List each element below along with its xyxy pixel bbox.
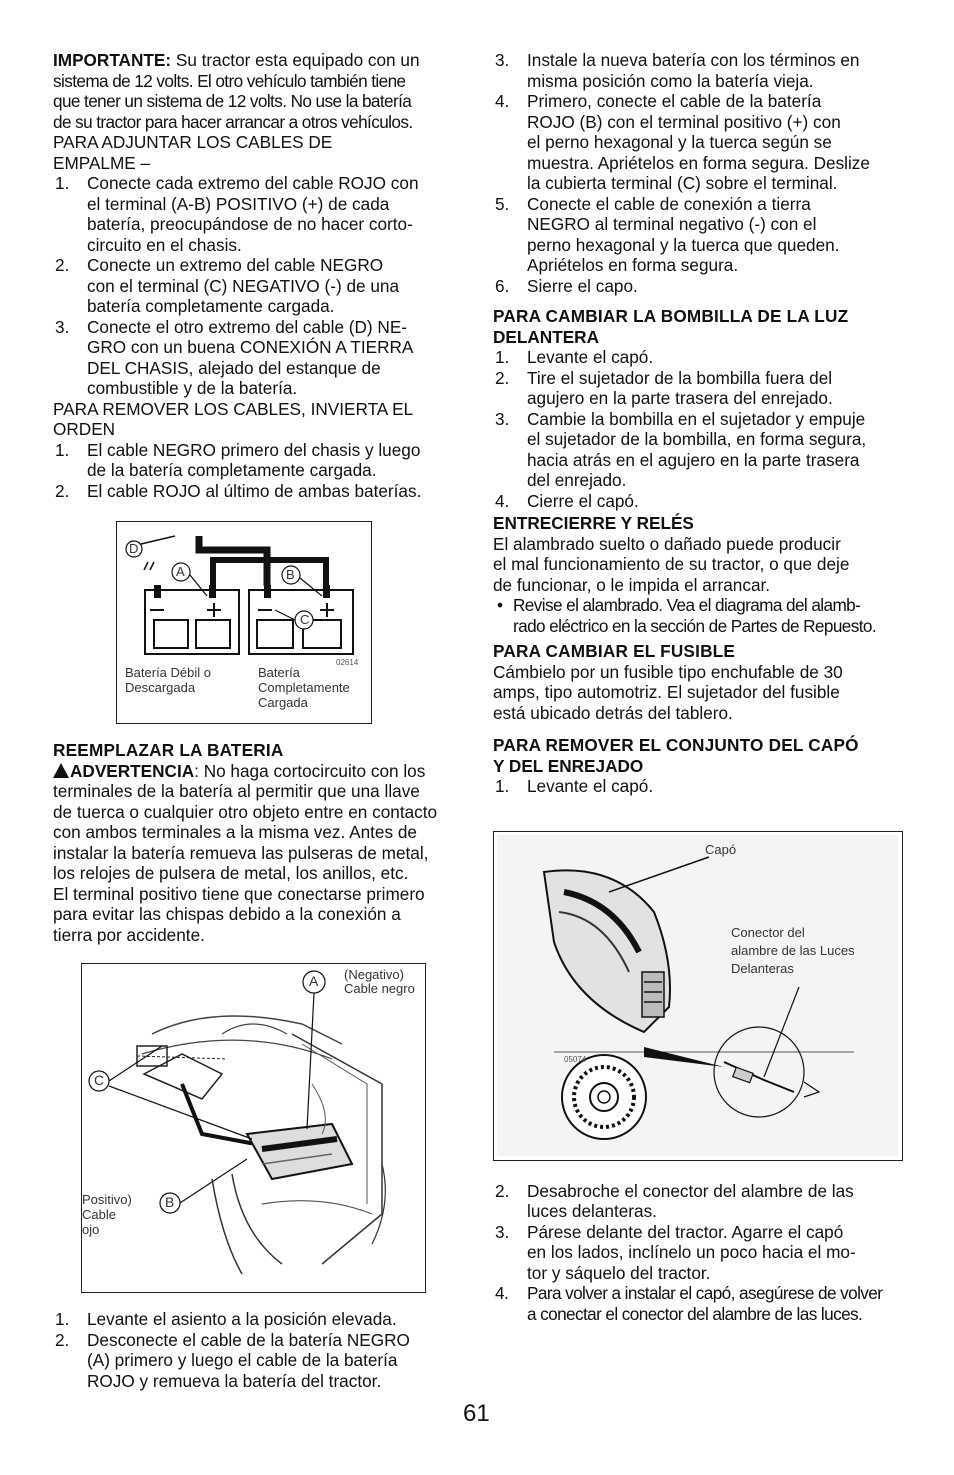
text-line: Su tractor esta equipado con un [171, 50, 420, 70]
text-line: Para volver a instalar el capó, asegúrese de volver [527, 1283, 883, 1303]
text-line: : No haga cortocircuito con los [194, 760, 426, 781]
adjuntar-heading: PARA ADJUNTAR LOS CABLES DE [53, 132, 333, 152]
text-line: Cámbielo por un fusible tipo enchufable de 30 [493, 661, 843, 682]
text-line: el mal funcionamiento de su tractor, o que deje [493, 554, 850, 574]
advertencia-label: ADVERTENCIA [70, 760, 195, 781]
text-line: de tuerca o cualquier otro objeto entre en contacto [53, 801, 438, 822]
list-item: 4. Primero, conecte el cable de la batería ROJO (B) con el terminal positivo (+) con el perno hexagonal y la tuerca según se muestra. Apriételos en forma segura. Deslize la cubierta terminal (C) sobre el terminal. [493, 91, 903, 194]
label-b: B [165, 1194, 175, 1210]
text-line: Levante el capó. [527, 776, 654, 796]
text-line: de su tractor para hacer arrancar a otros vehículos. [53, 111, 413, 132]
caption-line: Batería Débil o [125, 665, 211, 680]
text-line: Desabroche el conector del alambre de las [527, 1180, 854, 1201]
caption-charged-battery [258, 665, 350, 710]
list-item: 1. El cable NEGRO primero del chasis y luego de la batería completamente cargada. [53, 440, 466, 481]
bombilla-heading-cont: DELANTERA [493, 326, 599, 347]
left-column [53, 50, 466, 1391]
text-line: Sierre el capo. [527, 275, 638, 296]
text-line: DEL CHASIS, alejado del estanque de [87, 357, 381, 378]
capo-label: Capó [705, 841, 737, 857]
text-line: a conectar el conector del alambre de las luces. [527, 1303, 863, 1324]
caption-line: Descargada [125, 680, 196, 695]
text-line: con el terminal (C) NEGATIVO (-) de una [87, 275, 400, 296]
text-line: (A) primero y luego el cable de la batería [87, 1350, 398, 1370]
text-line: para evitar las chispas debido a la conexión a [53, 904, 401, 924]
text-line: agujero en la parte trasera del enrejado. [527, 388, 833, 408]
text-line: con ambos terminales a la misma vez. Antes de [53, 822, 417, 842]
bombilla-list [493, 347, 903, 511]
text-line: El alambrado suelto o dañado puede producir [493, 533, 841, 554]
fusible-heading: PARA CAMBIAR EL FUSIBLE [493, 641, 736, 661]
reles-bullet: • Revise el alambrado. Vea el diagrama del alamb- rado eléctrico en la sección de Partes de Repuesto. [493, 595, 903, 636]
list-item: 4. Cierre el capó. [493, 491, 903, 512]
text-line: Conecte el cable de conexión a tierra [527, 193, 811, 214]
text-line: rado eléctrico en la sección de Partes de Repuesto. [513, 615, 877, 636]
advertencia-paragraph [53, 761, 466, 782]
text-line: Apriételos en forma segura. [527, 255, 739, 275]
list-item: 1. Levante el capó. [493, 776, 903, 797]
battery-tractor-drawing [82, 964, 424, 1291]
text-line: está ubicado detrás del tablero. [493, 702, 733, 723]
text-line: batería, preocupándose de no hacer corto- [87, 214, 413, 234]
caption-line: Batería [258, 665, 300, 680]
capo-heading: PARA REMOVER EL CONJUNTO DEL CAPÓ [493, 735, 859, 755]
label-a: A [176, 564, 185, 579]
importante-label: IMPORTANTE: [53, 50, 172, 70]
caption-line: alambre de las Luces [731, 942, 855, 958]
text-line: de funcionar, o le impida el arrancar. [493, 574, 771, 595]
list-item: 2. Conecte un extremo del cable NEGRO con el terminal (C) NEGATIVO (-) de una batería completamente cargada. [53, 255, 466, 317]
text-line: amps, tipo automotriz. El sujetador del fusible [493, 682, 840, 702]
bottom-list [53, 1309, 466, 1391]
text-line: Cierre el capó. [527, 490, 639, 511]
right-column [493, 50, 903, 1324]
capo-heading-cont: Y DEL ENREJADO [493, 755, 644, 776]
bombilla-heading: PARA CAMBIAR LA BOMBILLA DE LA LUZ [493, 306, 849, 326]
list-item: 1. Levante el asiento a la posición elevada. [53, 1309, 466, 1330]
text-line: Revise el alambrado. Vea el diagrama del alamb- [513, 595, 861, 615]
remover-heading-cont: ORDEN [53, 419, 116, 439]
text-line: Levante el asiento a la posición elevada. [87, 1309, 397, 1329]
label-c: C [94, 1072, 105, 1088]
jumper-cable-figure [116, 521, 372, 724]
list-item: 3. Cambie la bombilla en el sujetador y empuje el sujetador de la bombilla, en forma segura, hacia atrás en el agujero en la parte trasera del enrejado. [493, 409, 903, 491]
caption-line: Completamente [258, 680, 350, 695]
text-line: Conecte cada extremo del cable ROJO con [87, 173, 419, 193]
label-c: C [300, 612, 310, 627]
adjuntar-list [53, 173, 466, 399]
list-item: 4. Para volver a instalar el capó, asegúrese de volver a conectar el conector del alambre de las luces. [493, 1283, 903, 1324]
text-line: terminales de la batería al permitir que una llave [53, 781, 420, 801]
text-line: en los lados, inclínelo un poco hacia el mo- [527, 1242, 856, 1262]
text-line: sistema de 12 volts. El otro vehículo también tiene [53, 70, 406, 91]
label-a: A [309, 973, 319, 989]
text-line: Cambie la bombilla en el sujetador y empuje [527, 408, 866, 429]
text-line: ROJO (B) con el terminal positivo (+) con [527, 111, 841, 132]
list-item: 3. Párese delante del tractor. Agarre el capó en los lados, inclínelo un poco hacia el mo- tor y sáquelo del tractor. [493, 1222, 903, 1284]
text-line: El terminal positivo tiene que conectarse primero [53, 883, 425, 904]
battery-removal-figure [81, 963, 426, 1293]
text-line: la cubierta terminal (C) sobre el terminal. [527, 173, 838, 193]
label-d: D [129, 541, 139, 556]
caption-line: Cable negro [344, 981, 415, 996]
figure-code: 02614 [336, 658, 359, 667]
text-line: NEGRO al terminal negativo (-) con el [527, 214, 817, 234]
text-line: circuito en el chasis. [87, 234, 242, 255]
negative-cable-label [344, 968, 415, 996]
text-line: tor y sáquelo del tractor. [527, 1262, 711, 1283]
text-line: instalar la batería remueva las pulseras de metal, [53, 842, 429, 863]
instale-list [493, 50, 903, 296]
text-line: hacia atrás en el agujero en la parte trasera [527, 449, 860, 470]
adjuntar-heading-cont: EMPALME – [53, 152, 151, 173]
text-line: Conecte un extremo del cable NEGRO [87, 255, 384, 275]
page-number: 61 [463, 1400, 490, 1427]
text-line: ROJO y remueva la batería del tractor. [87, 1370, 382, 1391]
caption-line: Conector del [731, 924, 805, 940]
final-list [493, 1181, 903, 1325]
caption-line: (Negativo) [344, 967, 404, 982]
warning-icon [53, 763, 69, 778]
hood-drawing [494, 832, 901, 1159]
text-line: Desconecte el cable de la batería NEGRO [87, 1329, 410, 1350]
list-item: 2. El cable ROJO al último de ambas baterías. [53, 481, 466, 502]
remover-heading: PARA REMOVER LOS CABLES, INVIERTA EL [53, 398, 414, 419]
reles-heading: ENTRECIERRE Y RELÉS [493, 513, 694, 533]
text-line: tierra por accidente. [53, 924, 205, 945]
text-line: Tire el sujetador de la bombilla fuera del [527, 367, 833, 388]
text-line: El cable ROJO al último de ambas baterías. [87, 480, 422, 501]
list-item: 3. Conecte el otro extremo del cable (D) NE- GRO con un buena CONEXIÓN A TIERRA DEL CHASIS, alejado del estanque de combustible y de la batería. [53, 317, 466, 399]
text-line: Párese delante del tractor. Agarre el capó [527, 1221, 844, 1242]
caption-line: Positivo) [82, 1192, 132, 1207]
caption-line: Cargada [258, 695, 308, 710]
positive-cable-label [82, 1192, 132, 1237]
text-line: combustible y de la batería. [87, 378, 298, 398]
text-line: el terminal (A-B) POSITIVO (+) de cada [87, 193, 390, 214]
text-line: GRO con un buena CONEXIÓN A TIERRA [87, 337, 414, 357]
list-item: 5. Conecte el cable de conexión a tierra NEGRO al terminal negativo (-) con el perno hexagonal y la tuerca que queden. Apriételos en forma segura. [493, 194, 903, 276]
list-item: 6. Sierre el capo. [493, 276, 903, 297]
list-item: 1. Conecte cada extremo del cable ROJO con el terminal (A-B) POSITIVO (+) de cada batería, preocupándose de no hacer corto- circuito en el chasis. [53, 173, 466, 255]
text-line: de la batería completamente cargada. [87, 460, 377, 480]
reemplazar-heading: REEMPLAZAR LA BATERIA [53, 740, 284, 760]
text-line: que tener un sistema de 12 volts. No use la batería [53, 91, 412, 111]
text-line: muestra. Apriételos en forma segura. Deslize [527, 152, 870, 173]
text-line: del enrejado. [527, 470, 627, 490]
text-line: batería completamente cargada. [87, 296, 335, 316]
list-item: 1. Levante el capó. [493, 347, 903, 368]
importante-paragraph [53, 50, 466, 71]
text-line: El cable NEGRO primero del chasis y luego [87, 439, 421, 460]
caption-line: Delanteras [731, 960, 794, 976]
text-line: perno hexagonal y la tuerca que queden. [527, 234, 840, 255]
label-b: B [286, 567, 295, 582]
figure-code: 05074 [564, 1054, 587, 1064]
text-line: el sujetador de la bombilla, en forma segura, [527, 429, 867, 449]
text-line: luces delanteras. [527, 1201, 657, 1221]
caption-line: ojo [82, 1222, 100, 1237]
list-item: 3. Instale la nueva batería con los términos en misma posición como la batería vieja. [493, 50, 903, 91]
conector-label [731, 924, 855, 978]
text-line: los relojes de pulsera de metal, los anillos, etc. [53, 863, 409, 883]
text-line: el perno hexagonal y la tuerca según se [527, 132, 832, 152]
text-line: Primero, conecte el cable de la batería [527, 91, 822, 111]
text-line: Conecte el otro extremo del cable (D) NE- [87, 316, 408, 337]
text-line: misma posición como la batería vieja. [527, 70, 814, 91]
text-line: Levante el capó. [527, 347, 654, 367]
list-item: 2. Tire el sujetador de la bombilla fuera del agujero en la parte trasera del enrejado. [493, 368, 903, 409]
remover-list [53, 440, 466, 502]
hood-removal-figure [493, 831, 903, 1161]
caption-weak-battery [125, 665, 211, 695]
list-item: 2. Desabroche el conector del alambre de las luces delanteras. [493, 1181, 903, 1222]
capo-list [493, 776, 903, 797]
text-line: Instale la nueva batería con los términos en [527, 50, 860, 70]
list-item: 2. Desconecte el cable de la batería NEGRO (A) primero y luego el cable de la batería ROJO y remueva la batería del tractor. [53, 1330, 466, 1392]
caption-line: Cable [82, 1207, 116, 1222]
